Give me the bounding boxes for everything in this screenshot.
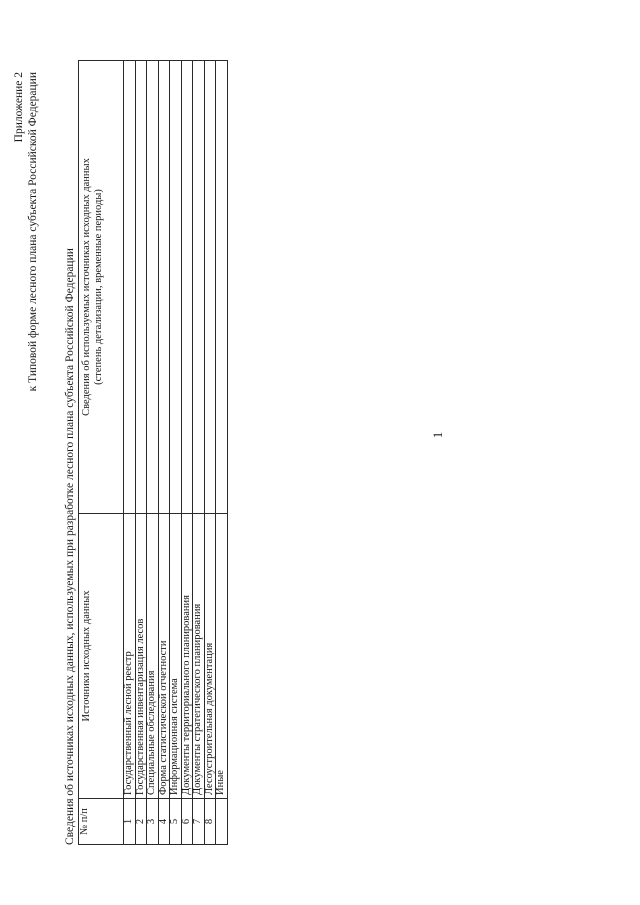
header-info bbox=[79, 61, 124, 514]
row-source: Форма статистической отчетности bbox=[158, 514, 170, 799]
row-info bbox=[124, 61, 136, 514]
table-row bbox=[170, 61, 182, 845]
table-header-row bbox=[79, 61, 124, 845]
row-source: Государственная инвентаризация лесов bbox=[135, 514, 147, 799]
header-info-line-2: (степень детализации, временные периоды) bbox=[93, 189, 104, 385]
row-num: 2 bbox=[135, 799, 147, 845]
row-num: 8 bbox=[204, 799, 216, 845]
document-title: Сведения об источниках исходных данных, используемых при разработке лесного плана субъекта Российской Федерации bbox=[64, 248, 76, 845]
table-row bbox=[158, 61, 170, 845]
row-num: 4 bbox=[158, 799, 170, 845]
annex-header bbox=[12, 72, 40, 391]
row-info bbox=[181, 61, 193, 514]
row-info bbox=[204, 61, 216, 514]
row-source: Информационная система bbox=[170, 514, 182, 799]
row-info bbox=[158, 61, 170, 514]
row-source: Документы территориального планирования bbox=[181, 514, 193, 799]
table-row bbox=[147, 61, 159, 845]
row-num: 6 bbox=[181, 799, 193, 845]
row-num: 5 bbox=[170, 799, 182, 845]
row-num: 7 bbox=[193, 799, 205, 845]
table-row bbox=[135, 61, 147, 845]
row-num: 1 bbox=[124, 799, 136, 845]
annex-line-2: к Типовой форме лесного плана субъекта Российской Федерации bbox=[27, 72, 39, 392]
row-info bbox=[170, 61, 182, 514]
row-info bbox=[135, 61, 147, 514]
table-row bbox=[193, 61, 205, 845]
table-row bbox=[181, 61, 193, 845]
page-number: 1 bbox=[430, 431, 445, 439]
header-num: № п/п bbox=[79, 799, 124, 845]
row-info bbox=[147, 61, 159, 514]
row-source: Государственный лесной реестр bbox=[124, 514, 136, 799]
row-info bbox=[193, 61, 205, 514]
row-source: Иные bbox=[216, 514, 228, 799]
row-source: Лесоустроительная документация bbox=[204, 514, 216, 799]
table-row bbox=[124, 61, 136, 845]
header-source: Источники исходных данных bbox=[79, 514, 124, 799]
row-info bbox=[216, 61, 228, 514]
header-info-line-1: Сведения об используемых источниках исходных данных bbox=[81, 158, 92, 416]
table-row bbox=[216, 61, 228, 845]
annex-line-1: Приложение 2 bbox=[13, 72, 25, 143]
row-source: Специальные обследования bbox=[147, 514, 159, 799]
row-num: 3 bbox=[147, 799, 159, 845]
row-num bbox=[216, 799, 228, 845]
table-row bbox=[204, 61, 216, 845]
row-source: Документы стратегического планирования bbox=[193, 514, 205, 799]
sources-table bbox=[78, 60, 228, 845]
